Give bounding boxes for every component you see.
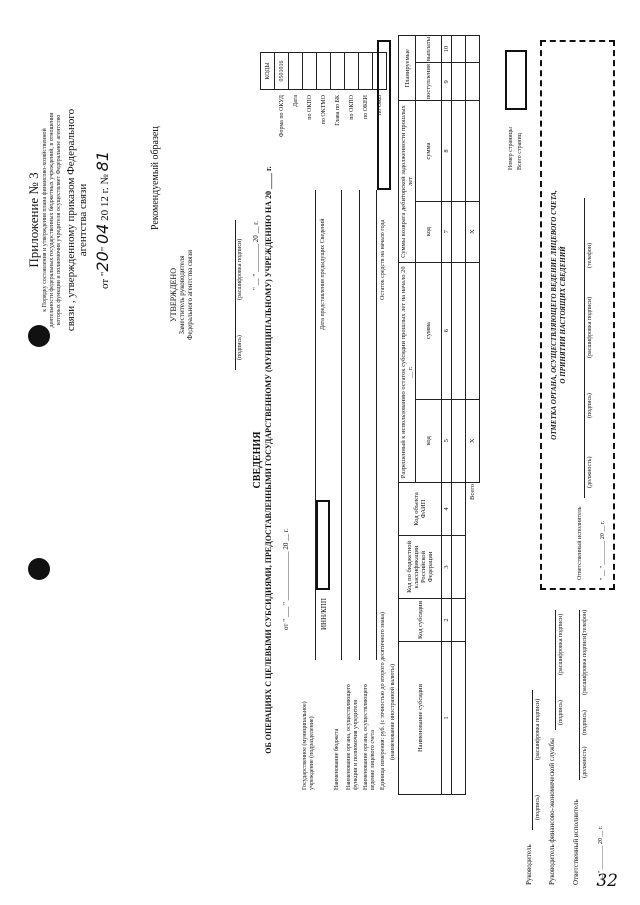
total-row [466, 36, 480, 795]
stamp-position: (должность) [587, 456, 593, 488]
code-cell [331, 53, 345, 90]
field-account-line [376, 190, 377, 660]
sub-col-sum: сумма [416, 101, 442, 201]
subsidy-table [398, 35, 480, 795]
report-date-line: от " ___ " ______________ 20 __ г. [282, 528, 290, 630]
col-planned: Планируемые [399, 36, 416, 101]
approval-decode-label: (расшифровка подписи) [237, 238, 243, 300]
order-day: 20 [93, 251, 112, 272]
approval-line2: Федерального агентства связи [186, 250, 194, 340]
stamp-sign: (подпись) [587, 393, 593, 418]
order-number: 81 [93, 151, 112, 172]
field-budget: Наименование бюджета [334, 728, 340, 790]
inn-input[interactable] [316, 500, 330, 590]
page-no-label: Номер страницы [508, 127, 514, 170]
approval-date: " __ " ________ 20 __ г. [252, 220, 260, 290]
rest-input[interactable] [377, 40, 391, 190]
sub-col-income: поступления [416, 63, 442, 101]
sig-exec-phone: (телефон) [582, 609, 588, 635]
sig-fin-decode: (расшифровка подписи) [558, 613, 564, 675]
order-line-1: к Порядку составления и утверждения плана финансово-хозяйственной [42, 128, 48, 312]
stamp-box [540, 40, 615, 590]
form-code: 0501016 [275, 53, 289, 90]
stamp-phone: (телефон) [587, 242, 593, 268]
stamp-line [584, 198, 585, 498]
approval-line1: Заместитель руководителя [178, 255, 186, 335]
codes-table [260, 52, 387, 90]
agency-line: агентства связи [77, 183, 89, 257]
sig-fin-sign: (подпись) [558, 700, 564, 725]
sub-col-sum: сумма [416, 262, 442, 399]
col-allowed-rest: Разрешенный к использованию остаток субсидии прошлых лет на начало 20 __ г. [399, 262, 416, 482]
approval-sign-line [235, 220, 236, 370]
col-receivables: Суммы возврата дебиторской задолженности прошлых лет [399, 101, 416, 262]
stamp-title: ОТМЕТКА ОРГАНА, ОСУЩЕСТВЛЯЮЩЕГО ВЕДЕНИЕ ЛИЦЕВОГО СЧЕТА, [550, 190, 558, 440]
total-x: Х [466, 399, 480, 482]
col-subsidy-code: Код субсидии [399, 599, 442, 642]
approval-sign-label: (подпись) [237, 335, 243, 360]
total-x: Х [466, 201, 480, 262]
order-year: 20 12 [99, 196, 111, 221]
code-cell [345, 53, 359, 90]
field-budget-line [341, 190, 342, 660]
stamp-decode: (расшифровка подписи) [587, 296, 593, 358]
pages-total-label: Всего страниц [517, 133, 523, 170]
approval-title: УТВЕРЖДЕНО [169, 268, 178, 323]
page-no-input[interactable] [505, 50, 527, 110]
sig-fin-head: Руководитель финансово-экономической службы [548, 738, 556, 885]
appendix-title: Приложение № 3 [26, 172, 41, 268]
approved-by-line: связи , утвержденному приказом Федерального [65, 108, 77, 332]
col-budget-code: Код по бюджетной классификации Российской Федерации [399, 536, 442, 599]
approval-block [170, 220, 194, 370]
field-founder-line [359, 190, 360, 660]
total-label: Всего [469, 484, 477, 500]
sig-exec-decode: (расшифровка подписи) [582, 633, 588, 695]
stamp-date: " __ " ________ 20 __ г. [600, 520, 606, 580]
inn-label: ИНН/КПП [320, 598, 328, 630]
stamp-executor: Ответственный исполнитель [577, 506, 583, 580]
sig-exec-position: (должность) [582, 746, 588, 778]
sig-head-sign: (подпись) [535, 795, 541, 820]
field-founder: Наименование органа, осуществляющего функции и полномочия учредителя [346, 684, 359, 790]
code-cell [317, 53, 331, 90]
sig-head-line [532, 690, 533, 830]
col-subsidy-name: Наименование субсидии [399, 642, 442, 795]
sig-date: " __ " ________ 20 __ г. [598, 825, 604, 885]
sig-head-decode: (расшифровка подписи) [535, 698, 541, 760]
field-account: Наименование органа, осуществляющего ведение лицевого счета [363, 684, 376, 790]
report-title: СВЕДЕНИЯ [252, 431, 263, 489]
sub-col-payments: выплаты [416, 36, 442, 63]
code-cell [289, 53, 303, 90]
order-line-2: деятельности федеральных государственных бюджетных учреждений, в отношении [49, 112, 55, 328]
report-subtitle: ОБ ОПЕРАЦИЯХ С ЦЕЛЕВЫМИ СУБСИДИЯМИ, ПРЕДОСТАВЛЕННЫМИ ГОСУДАРСТВЕННОМУ (МУНИЦИПАЛЬНОМУ) УЧРЕЖДЕНИЮ НА 20 ____ г. [264, 166, 273, 754]
appendix-block [26, 30, 112, 410]
sig-executor: Ответственный исполнитель [572, 799, 580, 885]
field-currency: (наименование иностранной валюты) [390, 664, 396, 760]
order-month: 04 [93, 223, 112, 244]
sig-head: Руководитель [525, 844, 533, 885]
sub-col-code: код [416, 201, 442, 262]
order-date-line: от "20" 04 20 12 г. № 81 [93, 151, 112, 290]
table-row [452, 36, 466, 795]
code-cell [359, 53, 373, 90]
order-line-3: которых функции и полномочия учредителя осуществляет Федеральное агентство [56, 114, 62, 326]
codes-labels: Форма по ОКУД Дата по ОКПО по ОКТМО Глава по БК по ОКПО по ОКЕИ по ОКВ [279, 95, 383, 138]
stamp-subtitle: О ПРИНЯТИИ НАСТОЯЩИХ СВЕДЕНИЙ [559, 246, 567, 384]
rest-label: Остаток средств на начало года [380, 219, 386, 300]
codes-header: КОДЫ [261, 53, 275, 90]
col-faip-code: Код объекта ФАИП [399, 483, 442, 536]
code-cell [303, 53, 317, 90]
number-row: 1 2 3 4 5 6 7 8 9 10 [442, 36, 452, 795]
submit-date-label: Дата представления предыдущих Сведений [320, 218, 326, 330]
field-unit: Единица измерения: руб. (с точностью до второго десятичного знака) [380, 612, 386, 790]
sig-exec-line [579, 610, 580, 780]
field-institution: Государственное (муниципальное) учреждение (подразделение) [302, 701, 315, 790]
recommended-sample: Рекомендуемый образец [150, 126, 161, 230]
sub-col-code: код [416, 399, 442, 482]
sig-fin-line [555, 610, 556, 730]
page-number: 32 [596, 871, 618, 891]
rotated-form-sheet [20, 30, 620, 890]
sig-exec-sign: (подпись) [582, 710, 588, 735]
